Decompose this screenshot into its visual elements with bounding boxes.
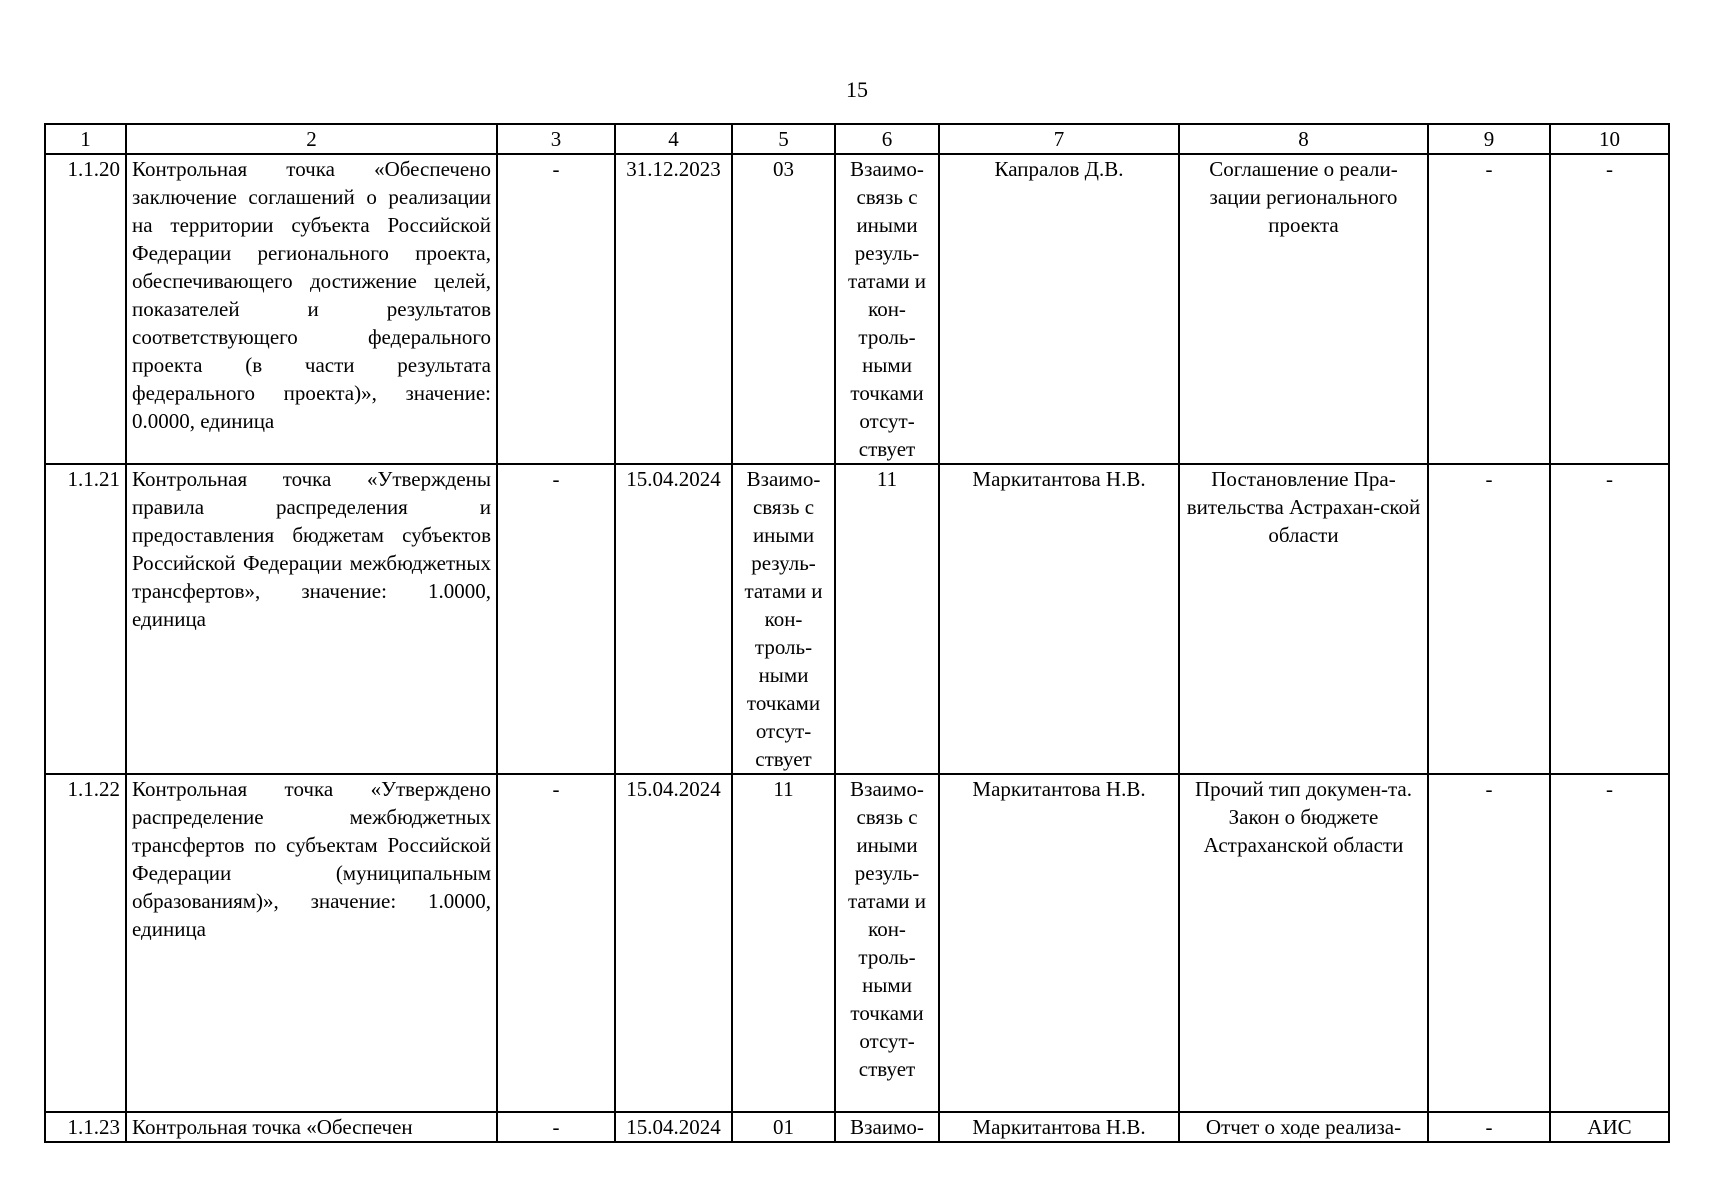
row-col3: - bbox=[497, 1112, 615, 1142]
row-code: 1.1.23 bbox=[45, 1112, 126, 1142]
column-header: 4 bbox=[615, 124, 732, 154]
column-header: 5 bbox=[732, 124, 835, 154]
row-document: Отчет о ходе реализа- bbox=[1179, 1112, 1428, 1142]
row-date: 15.04.2024 bbox=[615, 774, 732, 1112]
row-col9: - bbox=[1428, 1112, 1550, 1142]
row-col3: - bbox=[497, 464, 615, 774]
row-responsible: Капралов Д.В. bbox=[939, 154, 1179, 464]
table-row bbox=[45, 1112, 1669, 1142]
row-col3: - bbox=[497, 774, 615, 1112]
row-col6: 11 bbox=[835, 464, 939, 774]
row-responsible: Маркитантова Н.В. bbox=[939, 774, 1179, 1112]
row-date: 15.04.2024 bbox=[615, 464, 732, 774]
row-col10: - bbox=[1550, 464, 1669, 774]
row-description: Контрольная точка «Утверждены правила распределения и предоставления бюджетам субъектов Российской Федерации межбюджетных трансфертов», значение: 1.0000, единица bbox=[126, 464, 497, 774]
row-col9: - bbox=[1428, 154, 1550, 464]
row-code: 1.1.21 bbox=[45, 464, 126, 774]
table-row bbox=[45, 774, 1669, 1112]
row-document: Соглашение о реали-зации регионального проекта bbox=[1179, 154, 1428, 464]
row-col9: - bbox=[1428, 464, 1550, 774]
row-col6: Взаимо-связь с иными резуль-татами и кон-троль-ными точками отсут-ствует bbox=[835, 154, 939, 464]
control-points-table bbox=[44, 123, 1670, 1143]
row-col10: - bbox=[1550, 154, 1669, 464]
row-responsible: Маркитантова Н.В. bbox=[939, 1112, 1179, 1142]
row-date: 15.04.2024 bbox=[615, 1112, 732, 1142]
column-header: 8 bbox=[1179, 124, 1428, 154]
row-description: Контрольная точка «Обеспечено заключение соглашений о реализации на территории субъекта Российской Федерации регионального проекта, обеспечивающего достижение целей, показателей и результатов соответствующего федерального проекта (в части результата федерального проекта)», значение: 0.0000, единица bbox=[126, 154, 497, 464]
row-col6: Взаимо- bbox=[835, 1112, 939, 1142]
column-header: 9 bbox=[1428, 124, 1550, 154]
row-col9: - bbox=[1428, 774, 1550, 1112]
row-col5: Взаимо-связь с иными резуль-татами и кон-троль-ными точками отсут-ствует bbox=[732, 464, 835, 774]
column-header: 3 bbox=[497, 124, 615, 154]
row-code: 1.1.20 bbox=[45, 154, 126, 464]
row-col5: 01 bbox=[732, 1112, 835, 1142]
row-description: Контрольная точка «Обеспечен bbox=[126, 1112, 497, 1142]
column-header: 7 bbox=[939, 124, 1179, 154]
row-col5: 11 bbox=[732, 774, 835, 1112]
table-row bbox=[45, 464, 1669, 774]
page-number: 15 bbox=[846, 77, 868, 102]
row-col3: - bbox=[497, 154, 615, 464]
row-responsible: Маркитантова Н.В. bbox=[939, 464, 1179, 774]
row-col5: 03 bbox=[732, 154, 835, 464]
column-header: 2 bbox=[126, 124, 497, 154]
table-header-row bbox=[45, 124, 1669, 154]
row-col10: - bbox=[1550, 774, 1669, 1112]
row-document: Постановление Пра-вительства Астрахан-ской области bbox=[1179, 464, 1428, 774]
row-document: Прочий тип докумен-та. Закон о бюджете Астраханской области bbox=[1179, 774, 1428, 1112]
row-date: 31.12.2023 bbox=[615, 154, 732, 464]
column-header: 1 bbox=[45, 124, 126, 154]
row-code: 1.1.22 bbox=[45, 774, 126, 1112]
table-row bbox=[45, 154, 1669, 464]
column-header: 6 bbox=[835, 124, 939, 154]
row-col6: Взаимо-связь с иными резуль-татами и кон-троль-ными точками отсут-ствует bbox=[835, 774, 939, 1112]
row-col10: АИС bbox=[1550, 1112, 1669, 1142]
column-header: 10 bbox=[1550, 124, 1669, 154]
row-description: Контрольная точка «Утверждено распределение межбюджетных трансфертов по субъектам Российской Федерации (муниципальным образованиям)», значение: 1.0000, единица bbox=[126, 774, 497, 1112]
